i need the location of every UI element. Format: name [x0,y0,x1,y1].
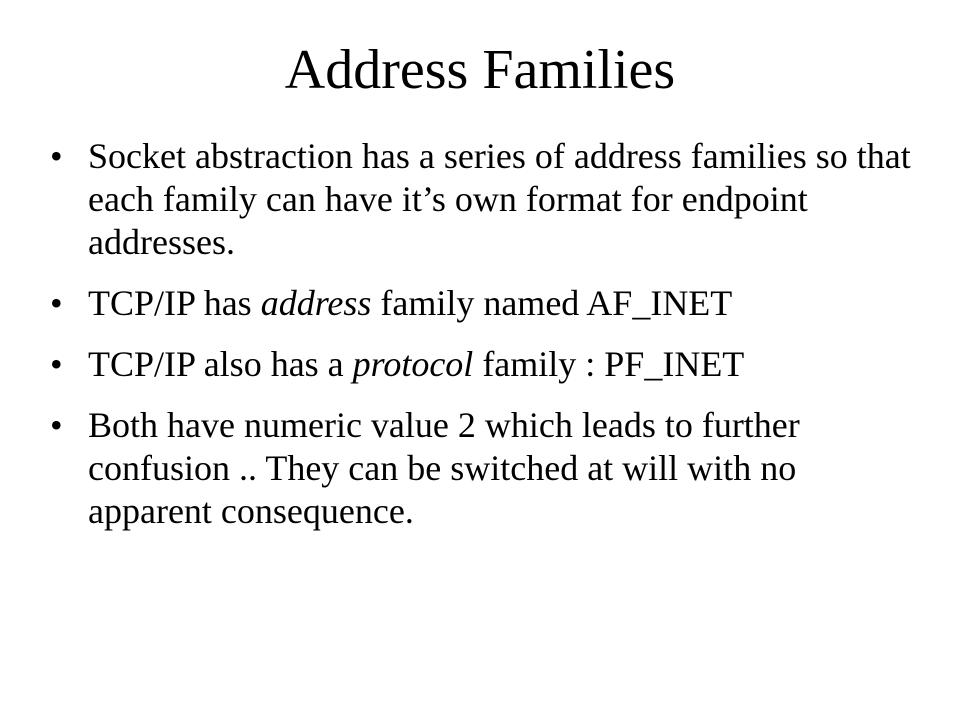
bullet-text-after: family named AF_INET [371,283,733,323]
bullet-item-af-inet [0,282,960,325]
bullet-icon: • [50,283,63,323]
bullet-text: Both have numeric value 2 which leads to further confusion .. They can be switched at will with no apparent consequence. [88,405,800,531]
bullet-text-before: TCP/IP also has a [88,344,353,384]
bullet-item-numeric-value [0,404,960,533]
bullet-text-before: TCP/IP has [88,283,261,323]
bullet-icon: • [50,344,63,384]
bullet-icon: • [50,405,63,445]
bullet-item-pf-inet [0,343,960,386]
bullet-list [0,135,960,551]
slide-title: Address Families [284,39,676,101]
bullet-text: Socket abstraction has a series of address families so that each family can have it’s own format for endpoint addresses. [88,136,911,262]
bullet-text-after: family : PF_INET [473,344,745,384]
bullet-item-socket-abstraction [0,135,960,264]
bullet-text-emphasis: protocol [352,344,474,384]
bullet-icon: • [50,136,63,176]
bullet-text-emphasis: address [260,283,372,323]
